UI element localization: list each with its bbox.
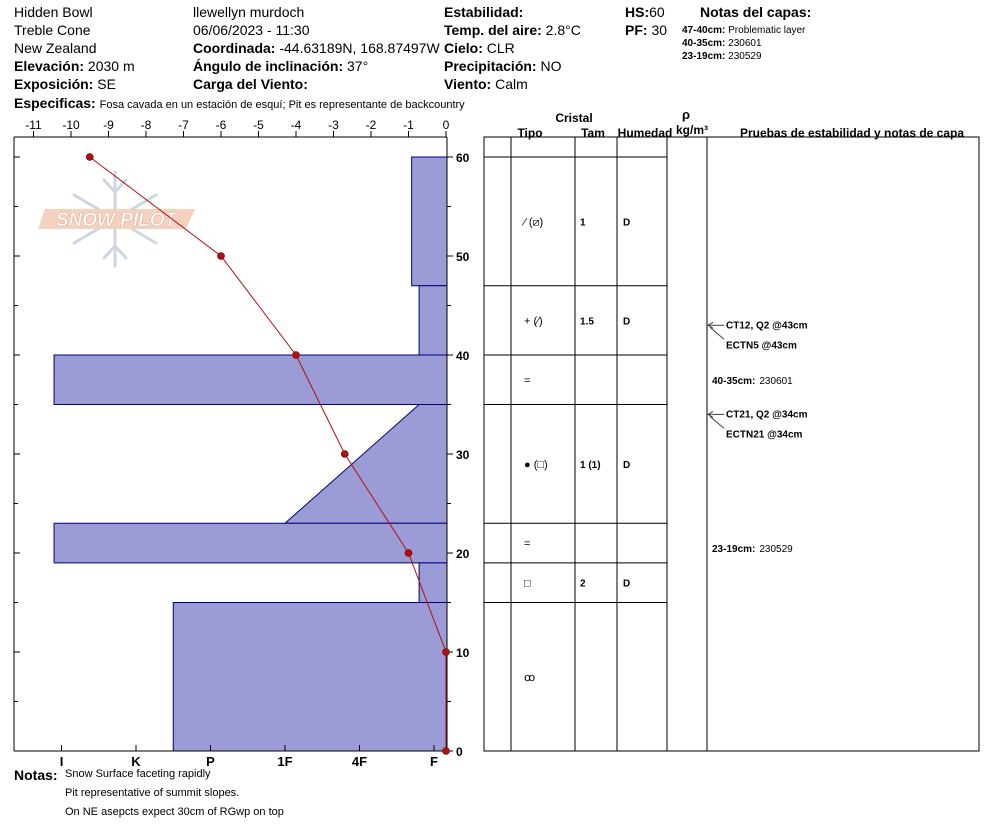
temp-tick-label: -7 [178, 118, 189, 132]
hardness-bar [173, 603, 447, 752]
note-line: Pit representative of summit slopes. [65, 787, 240, 799]
table-header: kg/m³ [675, 123, 709, 137]
hardness-tick-label: 4F [351, 754, 368, 769]
pf-label: PF: [625, 22, 648, 38]
temperature-point [405, 550, 412, 557]
test-label: ECTN5 @43cm [726, 340, 797, 352]
sky-value: CLR [486, 40, 515, 56]
temp-tick-label: 0 [442, 118, 450, 132]
temp-tick-label: -2 [365, 118, 377, 132]
layer-size: 2 [580, 578, 586, 590]
temperature-point [443, 748, 450, 755]
stability-test [712, 376, 793, 387]
temperature-point [86, 154, 93, 161]
area: Treble Cone [14, 22, 91, 38]
layer-size: 1.5 [580, 316, 594, 328]
layer-note: 23-19cm: 230529 [682, 51, 762, 62]
specifics-label: Especificas: [14, 95, 96, 111]
test-arrow [710, 327, 724, 339]
temp-tick-label: -11 [25, 118, 42, 132]
hs-value: 60 [649, 4, 665, 20]
ice-crust-icon: = [524, 538, 531, 551]
wind-value: Calm [495, 76, 528, 92]
hardness-tick-label: K [131, 754, 141, 769]
hardness-bar [419, 563, 447, 603]
table-header: ρ [681, 107, 691, 122]
temp-tick-label: -9 [103, 118, 114, 132]
test-note: 23-19cm: 230529 [712, 544, 793, 556]
sky-label: Cielo: [444, 40, 483, 56]
layer-size: 1 [580, 217, 586, 229]
wind-label: Viento: [444, 76, 492, 92]
location: Hidden Bowl [14, 4, 93, 20]
precip-value: NO [540, 58, 562, 74]
layer-note: 40-35cm: 230601 [682, 38, 762, 49]
hardness-tick-label: I [59, 754, 64, 769]
hardness-tick-label: P [206, 754, 215, 769]
notes-label: Notas: [14, 767, 58, 783]
hardness-bar [285, 405, 447, 524]
wind-load-label: Carga del Viento: [193, 76, 308, 92]
faceted-icon: □ [524, 577, 531, 590]
slope-label: Ángulo de inclinación: [193, 58, 344, 74]
layer-humidity: D [623, 316, 631, 328]
precip-label: Precipitación: [444, 58, 537, 74]
test-label: ECTN21 @34cm [726, 429, 803, 441]
elevation-value: 2030 m [87, 58, 135, 74]
layer-humidity: D [623, 459, 631, 471]
test-arrow [710, 416, 724, 428]
stability-test [708, 320, 808, 331]
depth-tick-label: 10 [456, 646, 470, 660]
stability-label: Estabilidad: [444, 4, 524, 20]
layer-table [484, 107, 979, 751]
slope-value: 37° [347, 58, 369, 74]
layer-notes-title: Notas del capas: [700, 4, 812, 20]
layer-size: 1 (1) [580, 459, 601, 471]
pf-value: 30 [651, 22, 668, 38]
temp-tick-label: -10 [62, 118, 80, 132]
logo-text: SNOW PILOT [55, 210, 177, 231]
hardness-tick-label: 1F [277, 754, 293, 769]
depth-tick-label: 50 [456, 250, 470, 264]
temperature-point [443, 649, 450, 656]
depth-tick-label: 0 [456, 745, 463, 759]
layer-note: 47-40cm: Problematic layer [682, 25, 806, 36]
temp-tick-label: -3 [328, 118, 339, 132]
aspect-value: SE [97, 76, 116, 92]
ice-crust-icon: = [524, 374, 531, 387]
hardness-bar [419, 286, 447, 355]
country: New Zealand [14, 40, 97, 56]
faceted-rounded-icon: ⁄ (⧄) [524, 216, 544, 229]
table-header: Tam [581, 126, 605, 140]
table-header: Humedad [617, 126, 673, 140]
temp-tick-label: -4 [290, 118, 302, 132]
hardness-bar [54, 355, 447, 405]
depth-tick-label: 60 [456, 151, 470, 165]
elevation-label: Elevación: [14, 58, 85, 74]
layer-humidity: D [623, 578, 631, 590]
temperature-point [293, 352, 300, 359]
melt-form-icon: ꝏ [524, 671, 536, 684]
table-frame [484, 137, 979, 751]
temperature-point [218, 253, 225, 260]
depth-tick-label: 20 [456, 547, 470, 561]
temp-tick-label: -8 [140, 118, 152, 132]
observer: llewellyn murdoch [193, 4, 305, 20]
test-note: 40-35cm: 230601 [712, 375, 793, 387]
note-line: Snow Surface faceting rapidly [65, 768, 211, 780]
air-temp-label: Temp. del aire: [444, 22, 542, 38]
stability-test [708, 409, 808, 420]
specifics-value: Fosa cavada en un estación de esquí; Pit es representante de backcountry [99, 99, 465, 111]
rounded-faceted-icon: ● (□) [524, 458, 548, 471]
table-header: Cristal [555, 111, 593, 125]
aspect-label: Exposición: [14, 76, 94, 92]
datetime: 06/06/2023 - 11:30 [193, 22, 310, 38]
stability-test [712, 544, 793, 555]
precip-frags-icon: + (⁄) [524, 315, 543, 328]
table-header: Pruebas de estabilidad y notas de capa [739, 126, 965, 140]
layer-humidity: D [623, 217, 631, 229]
depth-tick-label: 30 [456, 448, 470, 462]
hardness-tick-label: F [430, 754, 438, 769]
test-label: CT21, Q2 @34cm [726, 409, 808, 421]
coord-label: Coordinada: [193, 40, 276, 56]
hardness-bar [412, 157, 447, 286]
temp-tick-label: -6 [215, 118, 227, 132]
hardness-bar [54, 523, 447, 563]
temp-tick-label: -5 [253, 118, 264, 132]
table-header: Tipo [517, 126, 543, 140]
hs-label: HS: [625, 4, 650, 20]
temp-tick-label: -1 [403, 118, 414, 132]
temperature-point [341, 451, 348, 458]
air-temp-value: 2.8°C [545, 22, 581, 38]
test-label: CT12, Q2 @43cm [726, 320, 808, 332]
coord-value: -44.63189N, 168.87497W [279, 40, 440, 56]
depth-tick-label: 40 [456, 349, 470, 363]
note-line: On NE asepcts expect 30cm of RGwp on top [65, 806, 284, 818]
